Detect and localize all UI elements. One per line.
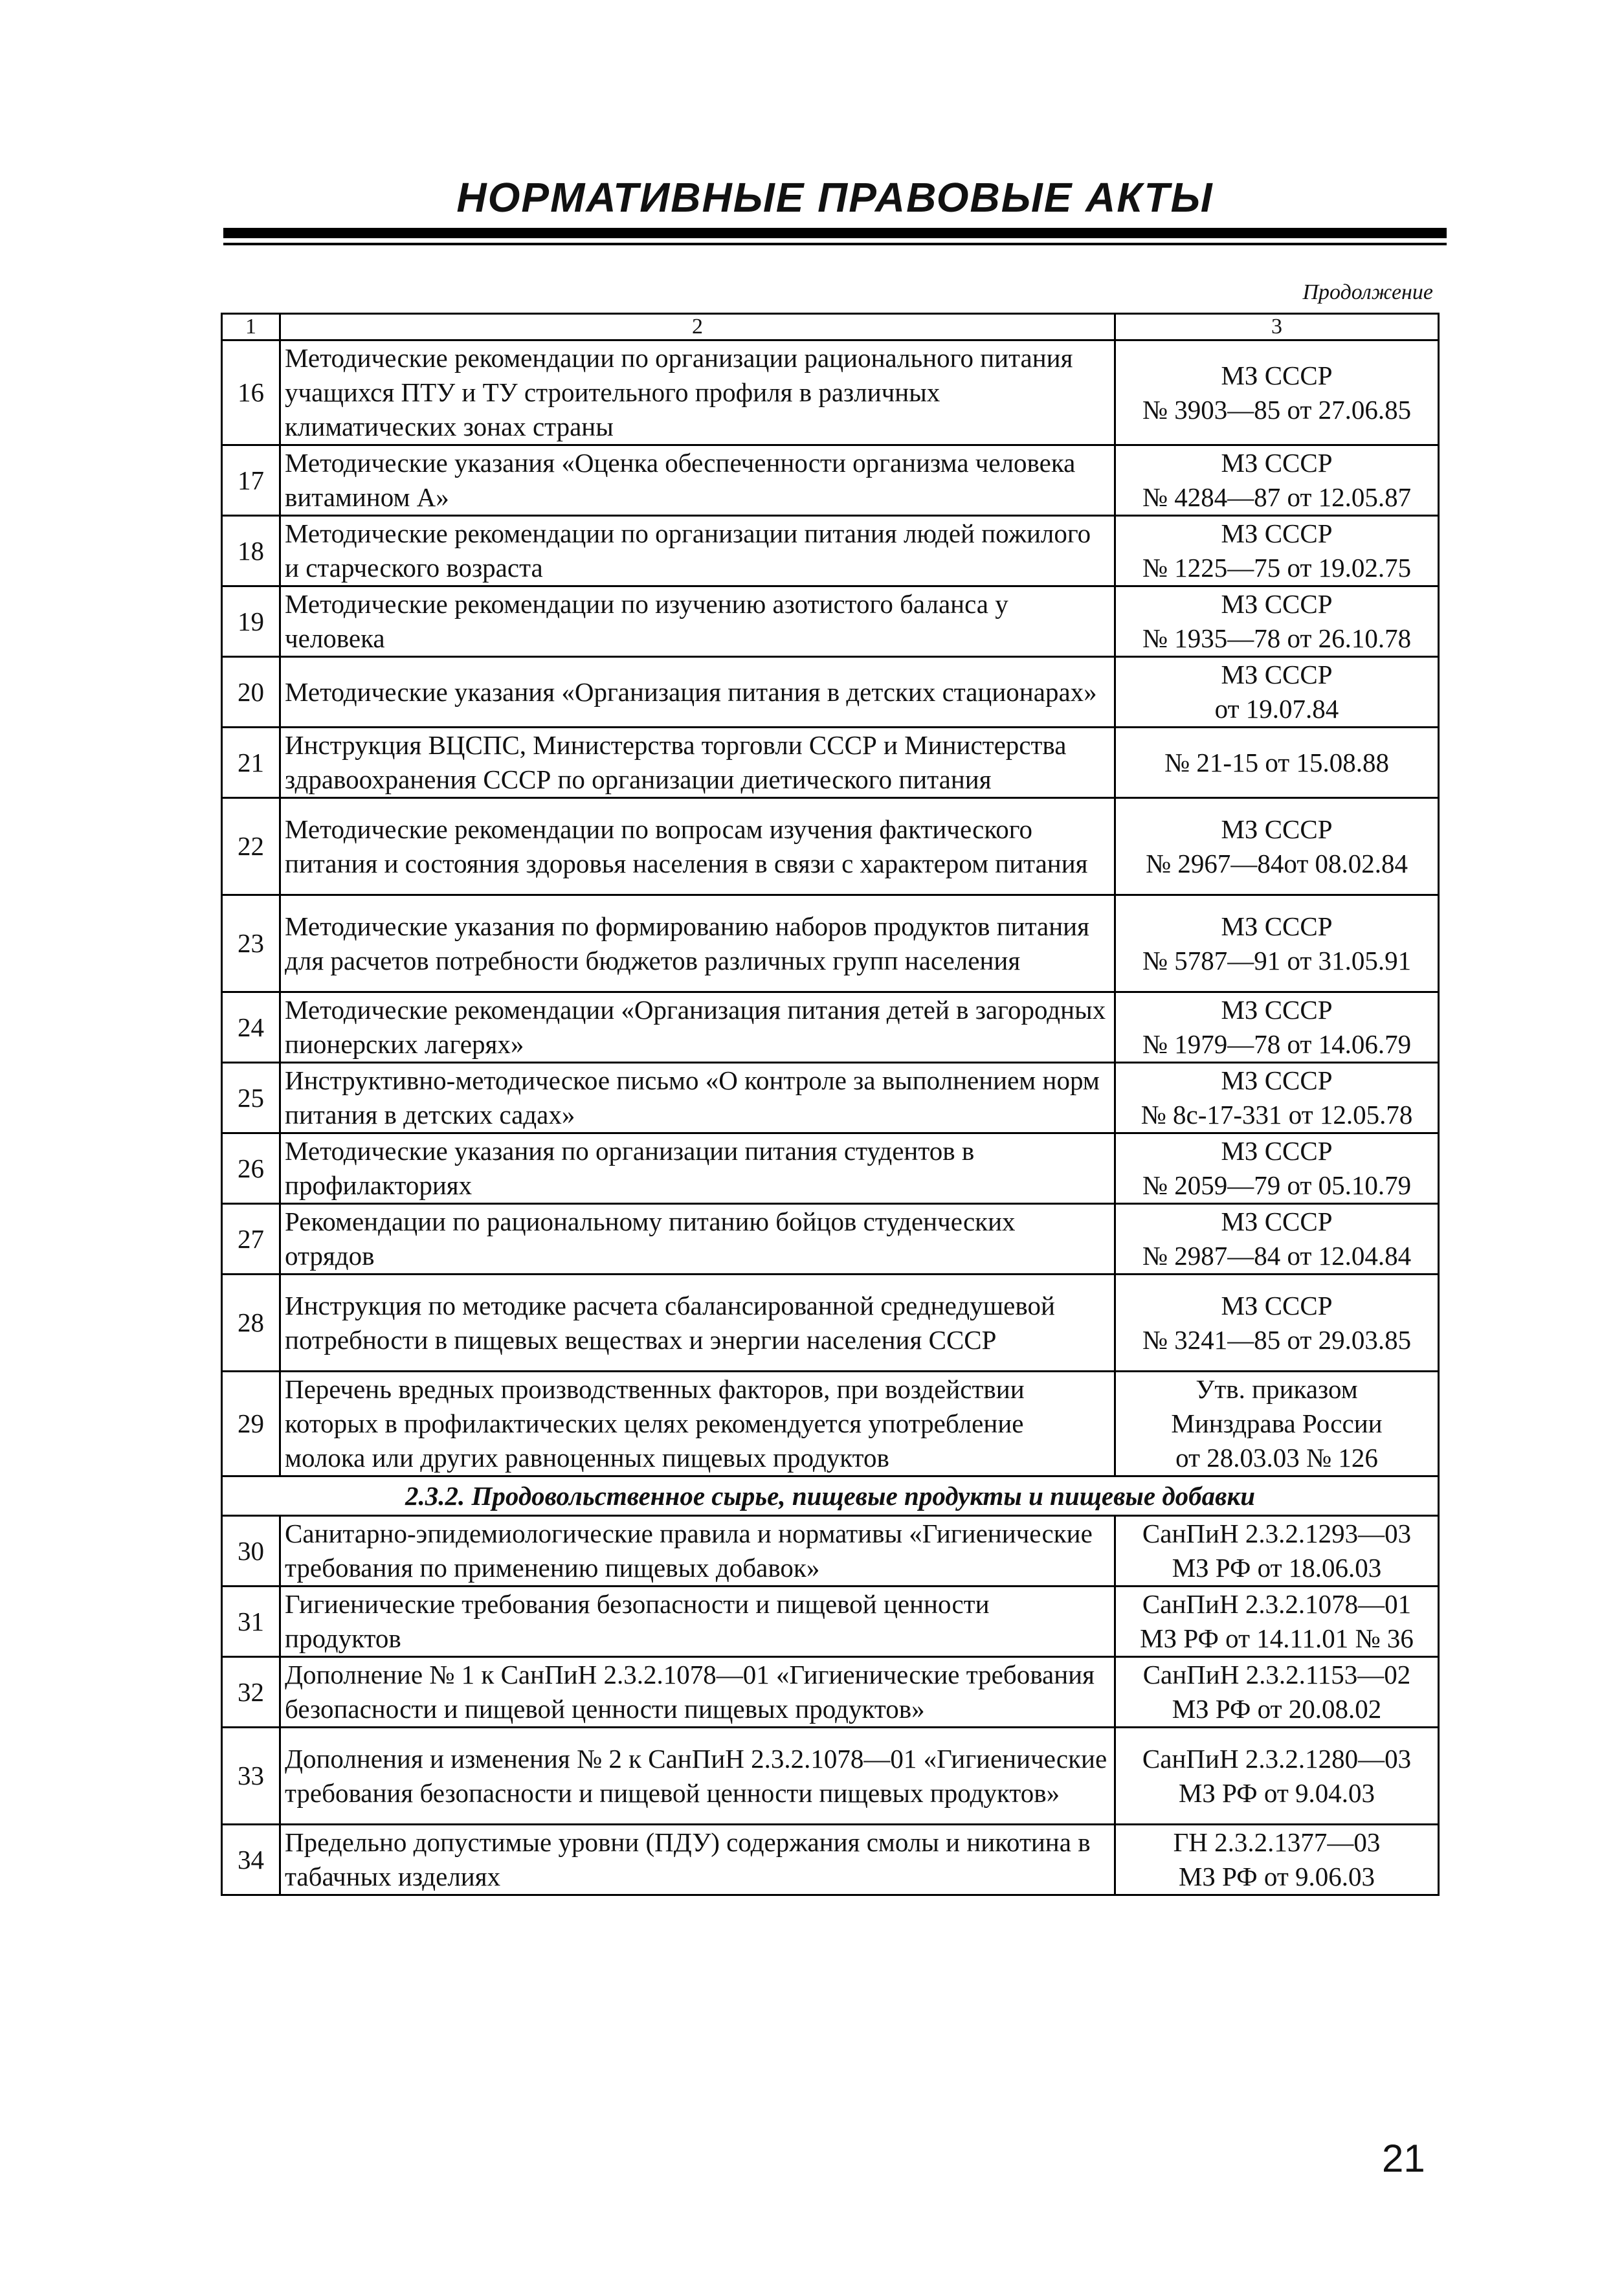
document-title: Методические указания «Оценка обеспеченности организма человека витамином А» <box>280 445 1115 516</box>
table-row <box>222 1063 1439 1133</box>
document-reference: МЗ СССР № 3241—85 от 29.03.85 <box>1115 1275 1439 1372</box>
continuation-label: Продолжение <box>1302 280 1433 304</box>
row-number: 18 <box>222 516 280 586</box>
row-number: 17 <box>222 445 280 516</box>
document-title: Инструкция ВЦСПС, Министерства торговли СССР и Министерства здравоохранения СССР по организации диетического питания <box>280 728 1115 798</box>
document-title: Инструктивно-методическое письмо «О контроле за выполнением норм питания в детских садах» <box>280 1063 1115 1133</box>
row-number: 34 <box>222 1825 280 1895</box>
page-title: НОРМАТИВНЫЕ ПРАВОВЫЕ АКТЫ <box>456 174 1214 221</box>
document-reference: МЗ СССР № 1979—78 от 14.06.79 <box>1115 992 1439 1063</box>
document-title: Дополнение № 1 к СанПиН 2.3.2.1078—01 «Гигиенические требования безопасности и пищевой ценности пищевых продуктов» <box>280 1657 1115 1728</box>
document-title: Гигиенические требования безопасности и пищевой ценности продуктов <box>280 1587 1115 1657</box>
table-row <box>222 657 1439 728</box>
document-reference: СанПиН 2.3.2.1078—01 МЗ РФ от 14.11.01 № 36 <box>1115 1587 1439 1657</box>
document-reference: СанПиН 2.3.2.1293—03 МЗ РФ от 18.06.03 <box>1115 1516 1439 1587</box>
document-reference: СанПиН 2.3.2.1280—03 МЗ РФ от 9.04.03 <box>1115 1728 1439 1825</box>
document-reference: МЗ СССР № 2059—79 от 05.10.79 <box>1115 1133 1439 1204</box>
column-header: 2 <box>280 314 1115 340</box>
row-number: 29 <box>222 1372 280 1476</box>
table-row <box>222 1275 1439 1372</box>
document-title: Методические рекомендации по вопросам изучения фактического питания и состояния здоровья населения в связи с характером питания <box>280 798 1115 895</box>
table-row <box>222 516 1439 586</box>
table-row <box>222 1825 1439 1895</box>
table-body-food <box>222 1516 1439 1895</box>
document-reference: МЗ СССР от 19.07.84 <box>1115 657 1439 728</box>
table-row <box>222 992 1439 1063</box>
header-rule-thin <box>223 243 1447 245</box>
row-number: 32 <box>222 1657 280 1728</box>
document-title: Рекомендации по рациональному питанию бойцов студенческих отрядов <box>280 1204 1115 1275</box>
document-title: Санитарно-эпидемиологические правила и нормативы «Гигиенические требования по применению пищевых добавок» <box>280 1516 1115 1587</box>
row-number: 27 <box>222 1204 280 1275</box>
table-row <box>222 1657 1439 1728</box>
document-title: Методические указания по формированию наборов продуктов питания для расчетов потребности бюджетов различных групп населения <box>280 895 1115 992</box>
page-number: 21 <box>1382 2137 1425 2180</box>
table-row <box>222 586 1439 657</box>
row-number: 33 <box>222 1728 280 1825</box>
table-row <box>222 340 1439 445</box>
document-reference: МЗ СССР № 1225—75 от 19.02.75 <box>1115 516 1439 586</box>
table-row <box>222 1133 1439 1204</box>
header-rule-thick <box>223 228 1447 238</box>
row-number: 22 <box>222 798 280 895</box>
document-reference: МЗ СССР № 5787—91 от 31.05.91 <box>1115 895 1439 992</box>
document-reference: МЗ СССР № 3903—85 от 27.06.85 <box>1115 340 1439 445</box>
row-number: 21 <box>222 728 280 798</box>
section-row-group <box>222 1476 1439 1516</box>
table-row <box>222 728 1439 798</box>
section-title: 2.3.2. Продовольственное сырье, пищевые продукты и пищевые добавки <box>222 1476 1439 1516</box>
table-row <box>222 1587 1439 1657</box>
document-reference: Утв. приказом Минздрава России от 28.03.03 № 126 <box>1115 1372 1439 1476</box>
table-row <box>222 1372 1439 1476</box>
row-number: 28 <box>222 1275 280 1372</box>
document-title: Методические рекомендации по организации рационального питания учащихся ПТУ и ТУ строительного профиля в различных климатических зонах страны <box>280 340 1115 445</box>
table-row <box>222 1204 1439 1275</box>
row-number: 20 <box>222 657 280 728</box>
document-title: Дополнения и изменения № 2 к СанПиН 2.3.2.1078—01 «Гигиенические требования безопасности и пищевой ценности пищевых продуктов» <box>280 1728 1115 1825</box>
document-title: Методические указания «Организация питания в детских стационарах» <box>280 657 1115 728</box>
document-title: Инструкция по методике расчета сбалансированной среднедушевой потребности в пищевых веществах и энергии населения СССР <box>280 1275 1115 1372</box>
row-number: 31 <box>222 1587 280 1657</box>
document-title: Перечень вредных производственных факторов, при воздействии которых в профилактических целях рекомендуется употребление молока или других равноценных пищевых продуктов <box>280 1372 1115 1476</box>
table-row <box>222 1516 1439 1587</box>
normative-acts-table <box>221 313 1440 1896</box>
column-header: 3 <box>1115 314 1439 340</box>
table-header-row <box>222 314 1439 340</box>
table-row <box>222 798 1439 895</box>
document-reference: МЗ СССР № 1935—78 от 26.10.78 <box>1115 586 1439 657</box>
table-row <box>222 445 1439 516</box>
column-header: 1 <box>222 314 280 340</box>
row-number: 16 <box>222 340 280 445</box>
row-number: 25 <box>222 1063 280 1133</box>
row-number: 23 <box>222 895 280 992</box>
document-reference: ГН 2.3.2.1377—03 МЗ РФ от 9.06.03 <box>1115 1825 1439 1895</box>
row-number: 26 <box>222 1133 280 1204</box>
table-row <box>222 895 1439 992</box>
table-row <box>222 1728 1439 1825</box>
document-reference: МЗ СССР № 8с-17-331 от 12.05.78 <box>1115 1063 1439 1133</box>
row-number: 19 <box>222 586 280 657</box>
table-body-general <box>222 340 1439 1476</box>
document-title: Методические рекомендации «Организация питания детей в загородных пионерских лагерях» <box>280 992 1115 1063</box>
document-reference: МЗ СССР № 4284—87 от 12.05.87 <box>1115 445 1439 516</box>
row-number: 30 <box>222 1516 280 1587</box>
document-reference: МЗ СССР № 2987—84 от 12.04.84 <box>1115 1204 1439 1275</box>
document-reference: № 21-15 от 15.08.88 <box>1115 728 1439 798</box>
document-title: Методические указания по организации питания студентов в профилакториях <box>280 1133 1115 1204</box>
document-title: Предельно допустимые уровни (ПДУ) содержания смолы и никотина в табачных изделиях <box>280 1825 1115 1895</box>
document-title: Методические рекомендации по изучению азотистого баланса у человека <box>280 586 1115 657</box>
document-reference: МЗ СССР № 2967—84от 08.02.84 <box>1115 798 1439 895</box>
document-reference: СанПиН 2.3.2.1153—02 МЗ РФ от 20.08.02 <box>1115 1657 1439 1728</box>
row-number: 24 <box>222 992 280 1063</box>
document-title: Методические рекомендации по организации питания людей пожилого и старческого возраста <box>280 516 1115 586</box>
section-row <box>222 1476 1439 1516</box>
